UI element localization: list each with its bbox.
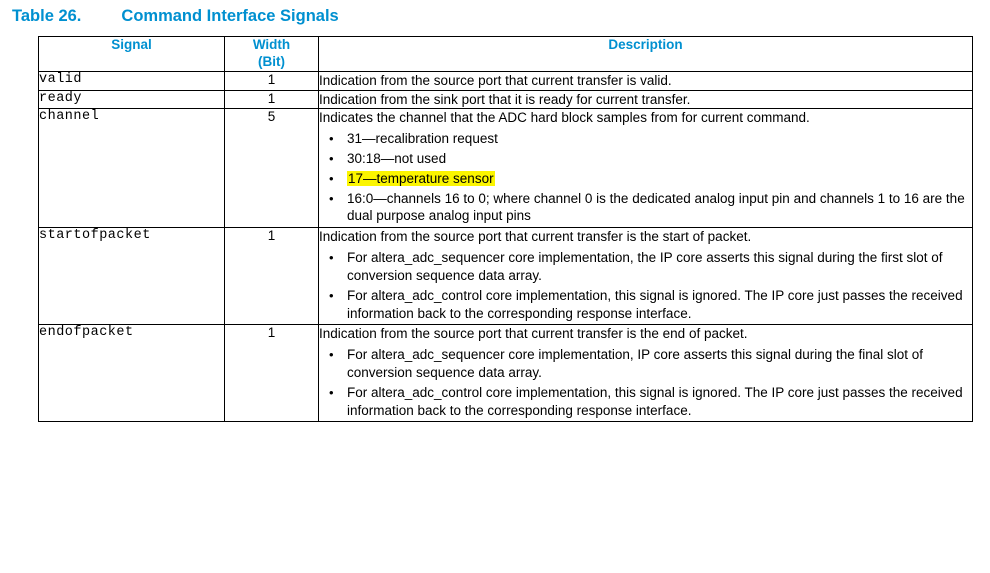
signal-description [319,228,973,325]
signal-description [319,71,973,90]
signal-width: 1 [225,325,319,422]
description-bullet-list [319,249,972,322]
description-bullet: • For altera_adc_sequencer core implementation, the IP core asserts this signal during the first slot of conversion sequence data array. [319,249,972,285]
table-caption-title: Command Interface Signals [121,7,339,25]
description-bullet [319,170,972,188]
table-row [39,71,973,90]
signal-name: startofpacket [39,228,225,325]
column-header-width-line1: Width [252,37,291,52]
table-header-row [39,37,973,72]
description-lead: Indication from the sink port that it is ready for current transfer. [319,91,691,107]
description-lead: Indicates the channel that the ADC hard block samples from for current command. [319,110,810,126]
description-bullet-list [319,346,972,419]
table-row [39,90,973,109]
table-row [39,325,973,422]
table-caption-label: Table 26. [12,7,82,25]
table-body [39,71,973,422]
signal-description [319,325,973,422]
signal-width: 1 [225,228,319,325]
signal-description [319,109,973,228]
column-header-width-line2: (Bit) [258,53,285,69]
signal-name: valid [39,71,225,90]
signal-name: ready [39,90,225,109]
table-row [39,228,973,325]
description-bullet: • For altera_adc_control core implementation, this signal is ignored. The IP core just passes the received information back to the corresponding response interface. [319,384,972,420]
table-row [39,109,973,228]
column-header-description: Description [319,37,973,72]
description-lead: Indication from the source port that current transfer is the end of packet. [319,326,748,342]
highlighted-text: 17—temperature sensor [348,170,494,186]
table-header [39,37,973,72]
description-bullet: • 16:0—channels 16 to 0; where channel 0 is the dedicated analog input pin and channels 1 to 16 are the dual purpose analog input pins [319,190,972,226]
signal-name: endofpacket [39,325,225,422]
signal-name: channel [39,109,225,228]
column-header-width [225,37,319,72]
description-bullet-list [319,130,972,225]
table-caption [12,7,339,26]
signal-width: 1 [225,90,319,109]
description-lead: Indication from the source port that current transfer is the start of packet. [319,229,752,245]
signal-width: 1 [225,71,319,90]
column-header-signal: Signal [39,37,225,72]
description-bullet: • For altera_adc_sequencer core implementation, IP core asserts this signal during the final slot of conversion sequence data array. [319,346,972,382]
signal-width: 5 [225,109,319,228]
description-lead: Indication from the source port that current transfer is valid. [319,72,672,88]
description-bullet: • 30:18—not used [319,150,972,168]
signal-description [319,90,973,109]
description-bullet: • 31—recalibration request [319,130,972,148]
command-interface-signals-table [38,36,973,422]
description-bullet: • For altera_adc_control core implementation, this signal is ignored. The IP core just passes the received information back to the corresponding response interface. [319,287,972,323]
